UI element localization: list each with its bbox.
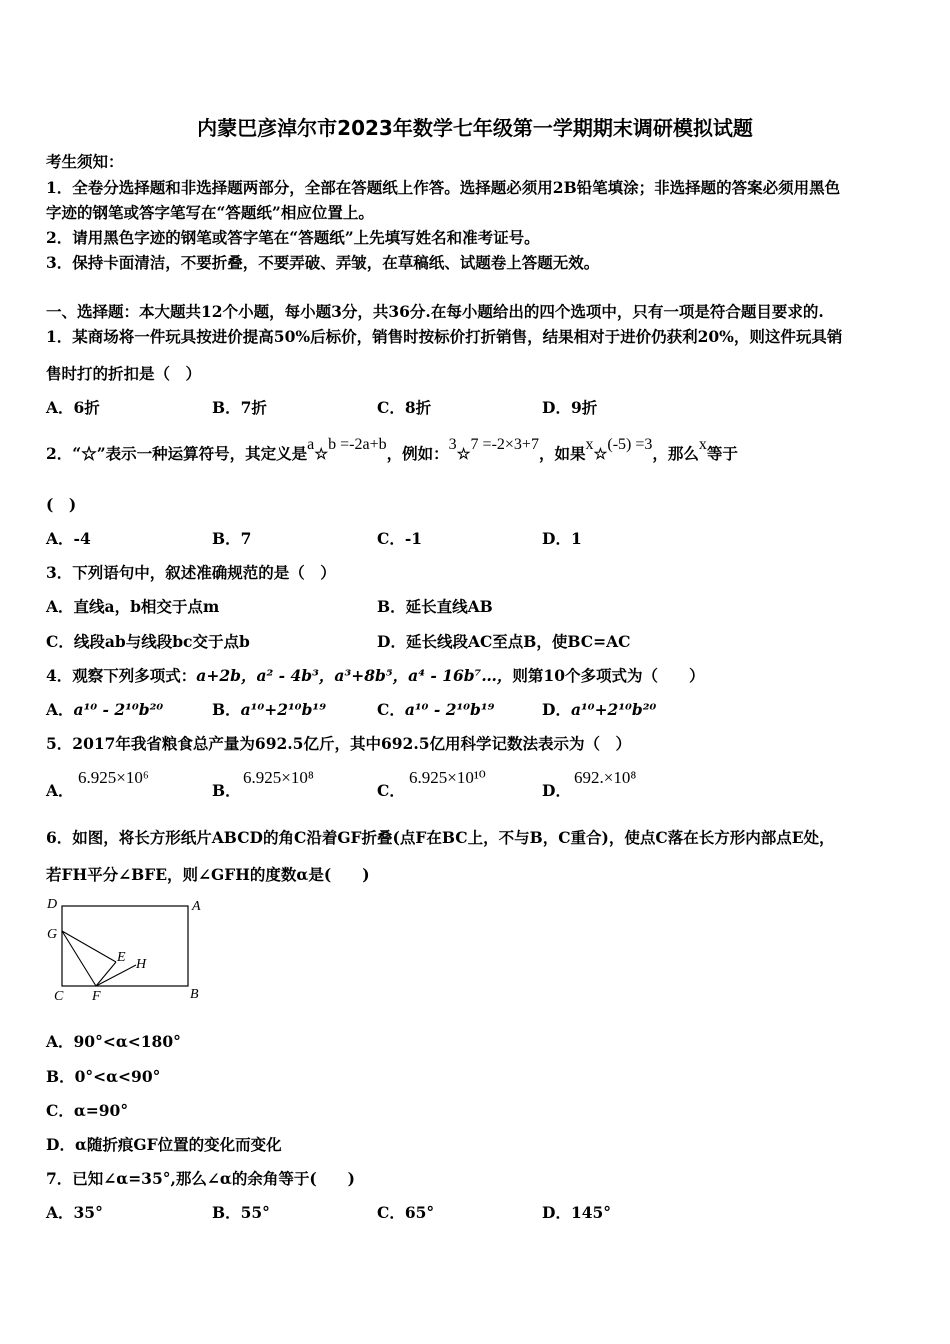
q7-option-a: A．35°	[46, 1203, 103, 1222]
q6-figure	[44, 894, 214, 1006]
q7-option-d: D．145°	[542, 1203, 612, 1222]
q4-sequence: a+2b，a² - 4b³，a³+8b⁵，a⁴ - 16b⁷…，	[196, 666, 513, 685]
q4-option-a	[46, 700, 163, 720]
notice-item-1-cont: 字迹的钢笔或答字笔写在“答题纸”相应位置上。	[46, 203, 374, 222]
q4-option-d-expr: a¹⁰+2¹⁰b²⁰	[570, 700, 657, 719]
q2-stem	[46, 436, 910, 465]
label-d: D	[47, 897, 58, 912]
q4-option-c	[377, 700, 494, 720]
section-heading: 一、选择题：本大题共12个小题，每小题3分，共36分.在每小题给出的四个选项中，只有一项是符合题目要求的.	[46, 302, 824, 321]
q7-stem: 7．已知∠α=35°,那么∠α的余角等于( )	[46, 1169, 355, 1188]
label-h: H	[136, 957, 147, 972]
q2-text-2: ，例如：	[386, 444, 449, 463]
q2-text-3: ，如果	[538, 444, 586, 463]
q3-option-d: D．延长线段AC至点B，使BC=AC	[377, 632, 631, 651]
q5-option-a: 6.925×10⁶	[78, 768, 149, 787]
label-g: G	[47, 927, 58, 942]
q2-star: ☆	[314, 444, 329, 463]
segment-ge	[62, 931, 116, 962]
q3-stem: 3．下列语句中，叙述准确规范的是（ ）	[46, 563, 336, 582]
q2-definition: b =-2a+b	[328, 436, 387, 453]
q7-option-b: B．55°	[212, 1203, 270, 1222]
q4-option-d	[542, 700, 656, 720]
q6-option-c: C．α=90°	[46, 1101, 129, 1120]
q5-option-d: 692.×10⁸	[574, 768, 637, 787]
q2-star-3: ☆	[593, 444, 608, 463]
q3-option-b: B．延长直线AB	[377, 597, 493, 616]
q2-option-a: A．-4	[46, 529, 91, 548]
q4-option-a-expr: a¹⁰ - 2¹⁰b²⁰	[73, 700, 164, 719]
q2-option-c: C．-1	[377, 529, 423, 548]
q3-option-a: A．直线a，b相交于点m	[46, 597, 220, 616]
label-f: F	[92, 989, 101, 1004]
page-title: 内蒙巴彦淖尔市2023年数学七年级第一学期期末调研模拟试题	[197, 116, 753, 140]
q4-option-c-expr: a¹⁰ - 2¹⁰b¹⁹	[404, 700, 495, 719]
q6-stem: 6．如图，将长方形纸片ABCD的角C沿着GF折叠(点F在BC上，不与B，C重合)，使点C落在长方形内部点E处，	[46, 828, 835, 847]
q4-option-a-label: A．	[46, 700, 74, 719]
q4-option-b-expr: a¹⁰+2¹⁰b¹⁹	[240, 700, 326, 719]
q2-text-1: 2．“☆”表示一种运算符号，其定义是	[46, 444, 308, 463]
segment-gf	[62, 931, 96, 986]
q2-option-b: B．7	[212, 529, 252, 548]
notice-item-2: 2．请用黑色字迹的钢笔或答字笔在“答题纸”上先填写姓名和准考证号。	[46, 228, 540, 247]
q4-option-b	[212, 700, 326, 720]
q5-option-c: 6.925×10¹⁰	[409, 768, 486, 787]
notice-item-1: 1．全卷分选择题和非选择题两部分，全部在答题纸上作答。选择题必须用2B铅笔填涂；非选择题的答案必须用黑色	[46, 178, 841, 197]
label-b: B	[190, 987, 199, 1002]
q4-option-d-label: D．	[542, 700, 571, 719]
q4-option-c-label: C．	[377, 700, 405, 719]
q2-stem-cont: ( )	[46, 495, 77, 514]
q6-option-b: B．0°<α<90°	[46, 1067, 161, 1086]
q4-option-b-label: B．	[212, 700, 241, 719]
q2-example-left: 3	[448, 436, 457, 453]
q6-stem-cont: 若FH平分∠BFE，则∠GFH的度数α是( )	[46, 865, 370, 884]
q4-stem-start: 4．观察下列多项式：	[46, 666, 197, 685]
q2-example-right: 7 =-2×3+7	[470, 436, 539, 453]
label-a: A	[192, 899, 201, 914]
q2-condition: (-5) =3	[607, 436, 653, 453]
q4-stem	[46, 666, 910, 686]
label-e: E	[117, 950, 126, 965]
q5-option-c-label: C．	[377, 781, 405, 800]
q2-x2: x	[698, 436, 707, 453]
q7-option-c: C．65°	[377, 1203, 435, 1222]
q1-stem: 1．某商场将一件玩具按进价提高50%后标价，销售时按标价打折销售，结果相对于进价仍获利20%，则这件玩具销	[46, 327, 843, 346]
q2-x1: x	[585, 436, 594, 453]
q5-option-b: 6.925×10⁸	[243, 768, 314, 787]
q5-option-d-label: D．	[542, 781, 571, 800]
q5-option-b-label: B．	[212, 781, 241, 800]
q1-option-c: C．8折	[377, 398, 432, 417]
q3-option-c: C．线段ab与线段bc交于点b	[46, 632, 250, 651]
q2-text-4: ，那么	[652, 444, 699, 463]
rectangle-abcd	[62, 906, 188, 986]
segment-fe	[96, 962, 116, 986]
q1-option-d: D．9折	[542, 398, 598, 417]
q1-stem-cont: 售时打的折扣是（ ）	[46, 364, 202, 383]
q5-stem: 5．2017年我省粮食总产量为692.5亿斤，其中692.5亿用科学记数法表示为（ ）	[46, 734, 631, 753]
q5-option-a-label: A．	[46, 781, 74, 800]
q1-option-b: B．7折	[212, 398, 267, 417]
q4-stem-end: 则第10个多项式为（ ）	[512, 666, 705, 685]
q2-option-d: D．1	[542, 529, 582, 548]
notice-item-3: 3．保持卡面清洁，不要折叠，不要弄破、弄皱，在草稿纸、试题卷上答题无效。	[46, 253, 600, 272]
q2-star-2: ☆	[456, 444, 471, 463]
segment-fh	[96, 965, 136, 986]
q1-option-a: A．6折	[46, 398, 100, 417]
q6-option-a: A．90°<α<180°	[46, 1032, 181, 1051]
q2-text-5: 等于	[706, 444, 738, 463]
q6-option-d: D．α随折痕GF位置的变化而变化	[46, 1135, 282, 1154]
q2-sym-a: a	[307, 436, 315, 453]
notice-heading: 考生须知：	[46, 152, 124, 171]
label-c: C	[54, 989, 64, 1004]
